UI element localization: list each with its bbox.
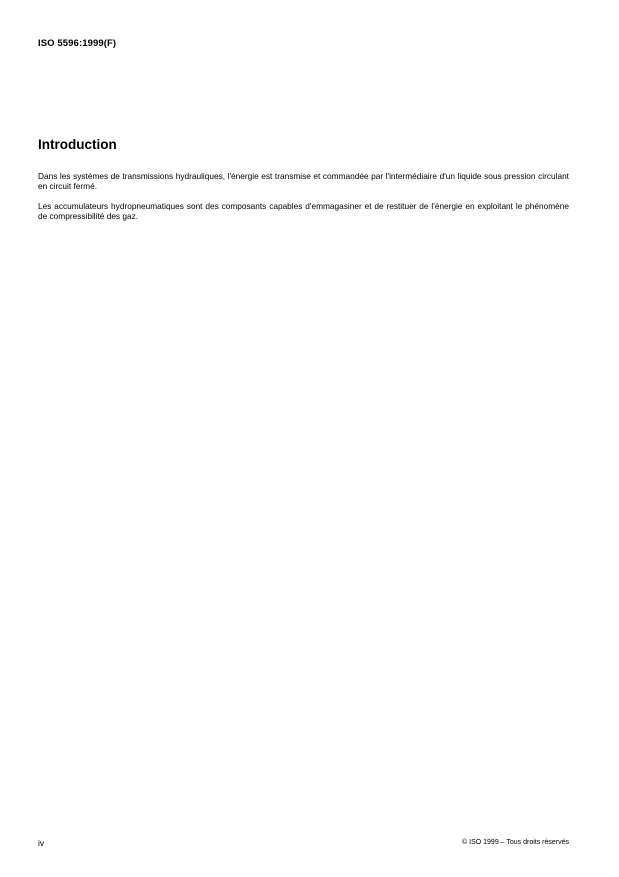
standard-identifier: ISO 5596:1999(F)	[38, 38, 117, 49]
paragraph: Dans les systèmes de transmissions hydrauliques, l'énergie est transmise et commandée par l'intermédiaire d'un liquide sous pression circulant en circuit fermé.	[38, 171, 569, 192]
section-title: Introduction	[38, 137, 117, 152]
copyright-notice: © ISO 1999 – Tous droits réservés	[462, 839, 569, 846]
section-body	[38, 171, 569, 231]
page-number: iv	[38, 838, 45, 848]
paragraph: Les accumulateurs hydropneumatiques sont des composants capables d'emmagasiner et de restituer de l'énergie en exploitant le phénomène de compressibilité des gaz.	[38, 200, 569, 222]
